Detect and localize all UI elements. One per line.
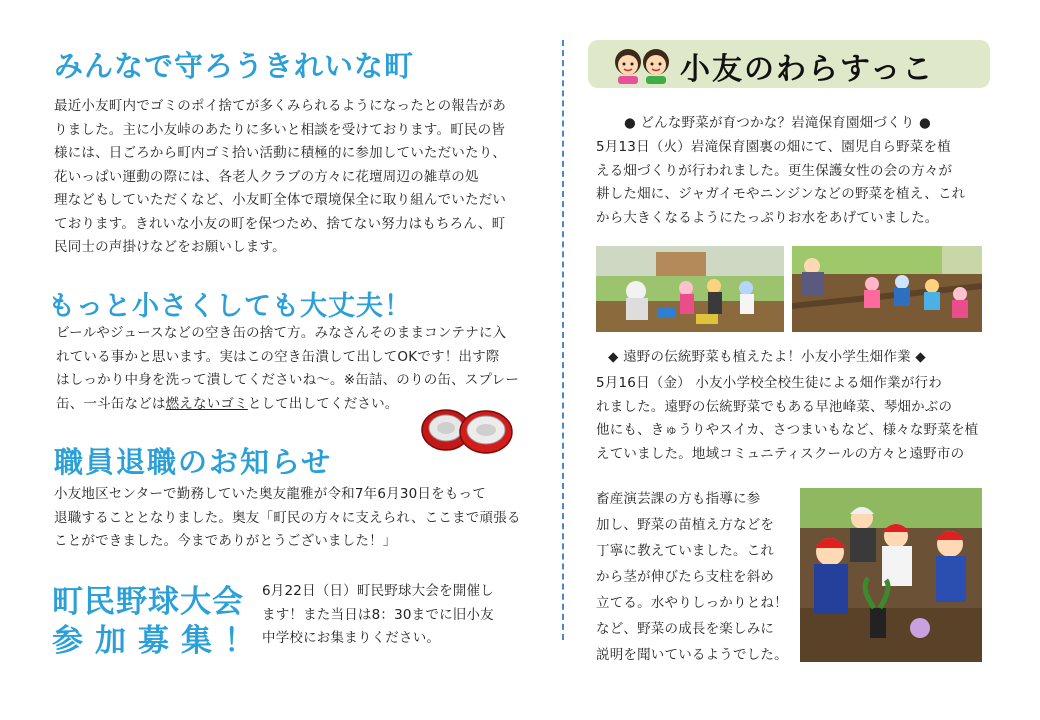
nursery-paragraph — [596, 136, 996, 230]
text-line: える畑づくりが行われました。更生保護女性の会の方々が — [596, 162, 953, 179]
can-crush-paragraph — [56, 322, 536, 416]
text-line: 説明を聞いているようでした。 — [596, 647, 788, 663]
text-segment: として出してください。 — [247, 395, 399, 412]
text-line: 5月13日（火）岩滝保育園裏の畑にて、園児自ら野菜を植 — [596, 139, 951, 155]
text-line: 5月16日（金） 小友小学校全校生徒による畑作業が行わ — [596, 375, 942, 391]
heading-clean-town: みんなで守ろうきれいな町 — [54, 49, 415, 83]
text-line: 丁寧に教えていました。これ — [596, 543, 775, 559]
school-paragraph-narrow — [596, 486, 796, 668]
text-line: ビールやジュースなどの空き缶の捨て方。みなさんそのままコンテナに入 — [56, 325, 507, 341]
school-paragraph-full — [596, 372, 996, 466]
non-burnable-garbage-underlined: 燃えないゴミ — [165, 395, 248, 412]
text-line: ております。きれいな小友の町を保つため、捨てない努力はもちろん、町 — [54, 215, 506, 232]
text-line: 花いっぱい運動の際には、各老人クラブの方々に花壇周辺の雑草の処 — [54, 168, 479, 185]
banner-title: 小友のわらすっこ — [680, 52, 935, 87]
text-line: から大きくなるようにたっぷりお水をあげていました。 — [596, 209, 939, 226]
text-line: 加し、野菜の苗植え方などを — [596, 517, 775, 533]
text-line: ことができました。今までありがとうございました！」 — [54, 533, 397, 549]
heading-baseball-line1: 町民野球大会 — [52, 584, 244, 620]
text-line: 最近小友町内でゴミのポイ捨てが多くみられるようになったとの報告があ — [54, 98, 507, 114]
retirement-paragraph — [54, 483, 544, 554]
text-line: から茎が伸びたら支柱を斜め — [596, 569, 775, 585]
children-faces-icon — [612, 46, 672, 84]
text-line: れている事かと思います。実はこの空き缶潰して出してOKです！出す際 — [56, 348, 500, 365]
text-line: 中学校にお集まりください。 — [262, 630, 441, 646]
school-section-title: ◆ 遠野の伝統野菜も植えたよ！小友小学生畑作業 ◆ — [608, 349, 926, 365]
text-line: 耕した畑に、ジャガイモやニンジンなどの野菜を植え、これ — [596, 186, 966, 202]
text-line: ます！また当日は8：30までに旧小友 — [262, 606, 494, 623]
text-line: 民同士の声掛けなどをお願いします。 — [54, 239, 286, 255]
heading-can-crush: もっと小さくしても大丈夫！ — [48, 291, 412, 322]
text-line: 立てる。水やりしっかりとね！ — [596, 595, 788, 611]
school-photo-students — [800, 488, 982, 662]
text-line: えていました。地域コミュニティスクールの方々と遠野市の — [596, 445, 965, 462]
text-line: 6月22日（日）町民野球大会を開催し — [262, 583, 494, 599]
text-line: 小友地区センターで勤務していた奥友龍雅が令和7年6月30日をもって — [54, 486, 486, 502]
text-line: りました。主に小友峠のあたりに多いと相談を受けております。町民の皆 — [54, 121, 506, 138]
crushed-cans-illustration — [418, 404, 518, 456]
column-divider — [562, 40, 564, 640]
text-segment: 缶、一斗缶などは — [56, 395, 166, 412]
nursery-section-title: ● どんな野菜が育つかな？岩滝保育園畑づくり ● — [624, 115, 931, 131]
text-line: など、野菜の成長を楽しみに — [596, 621, 775, 637]
nursery-photo-planting — [792, 246, 982, 332]
heading-baseball-line2: 参加募集！ — [52, 623, 267, 659]
text-line: 様には、日ごろから町内ゴミ拾い活動に積極的に参加していただいたり、 — [54, 145, 507, 161]
clean-town-paragraph — [54, 95, 534, 260]
baseball-paragraph — [262, 580, 542, 651]
text-line: 他にも、きゅうりやスイカ、さつまいもなど、様々な野菜を植 — [596, 422, 979, 438]
text-line: 理などもしていただくなど、小友町全体で環境保全に取り組んでいただい — [54, 192, 507, 208]
text-line: 畜産演芸課の方も指導に参 — [596, 491, 761, 507]
heading-staff-retirement: 職員退職のお知らせ — [54, 445, 333, 479]
nursery-photo-watering — [596, 246, 784, 332]
text-line: 退職することとなりました。奥友「町民の方々に支えられ、ここまで頑張る — [54, 509, 521, 526]
text-line: れました。遠野の伝統野菜でもある早池峰菜、琴畑かぶの — [596, 398, 953, 415]
text-line: はしっかり中身を洗って潰してくださいね～。※缶詰、のりの缶、スプレー — [56, 372, 520, 388]
